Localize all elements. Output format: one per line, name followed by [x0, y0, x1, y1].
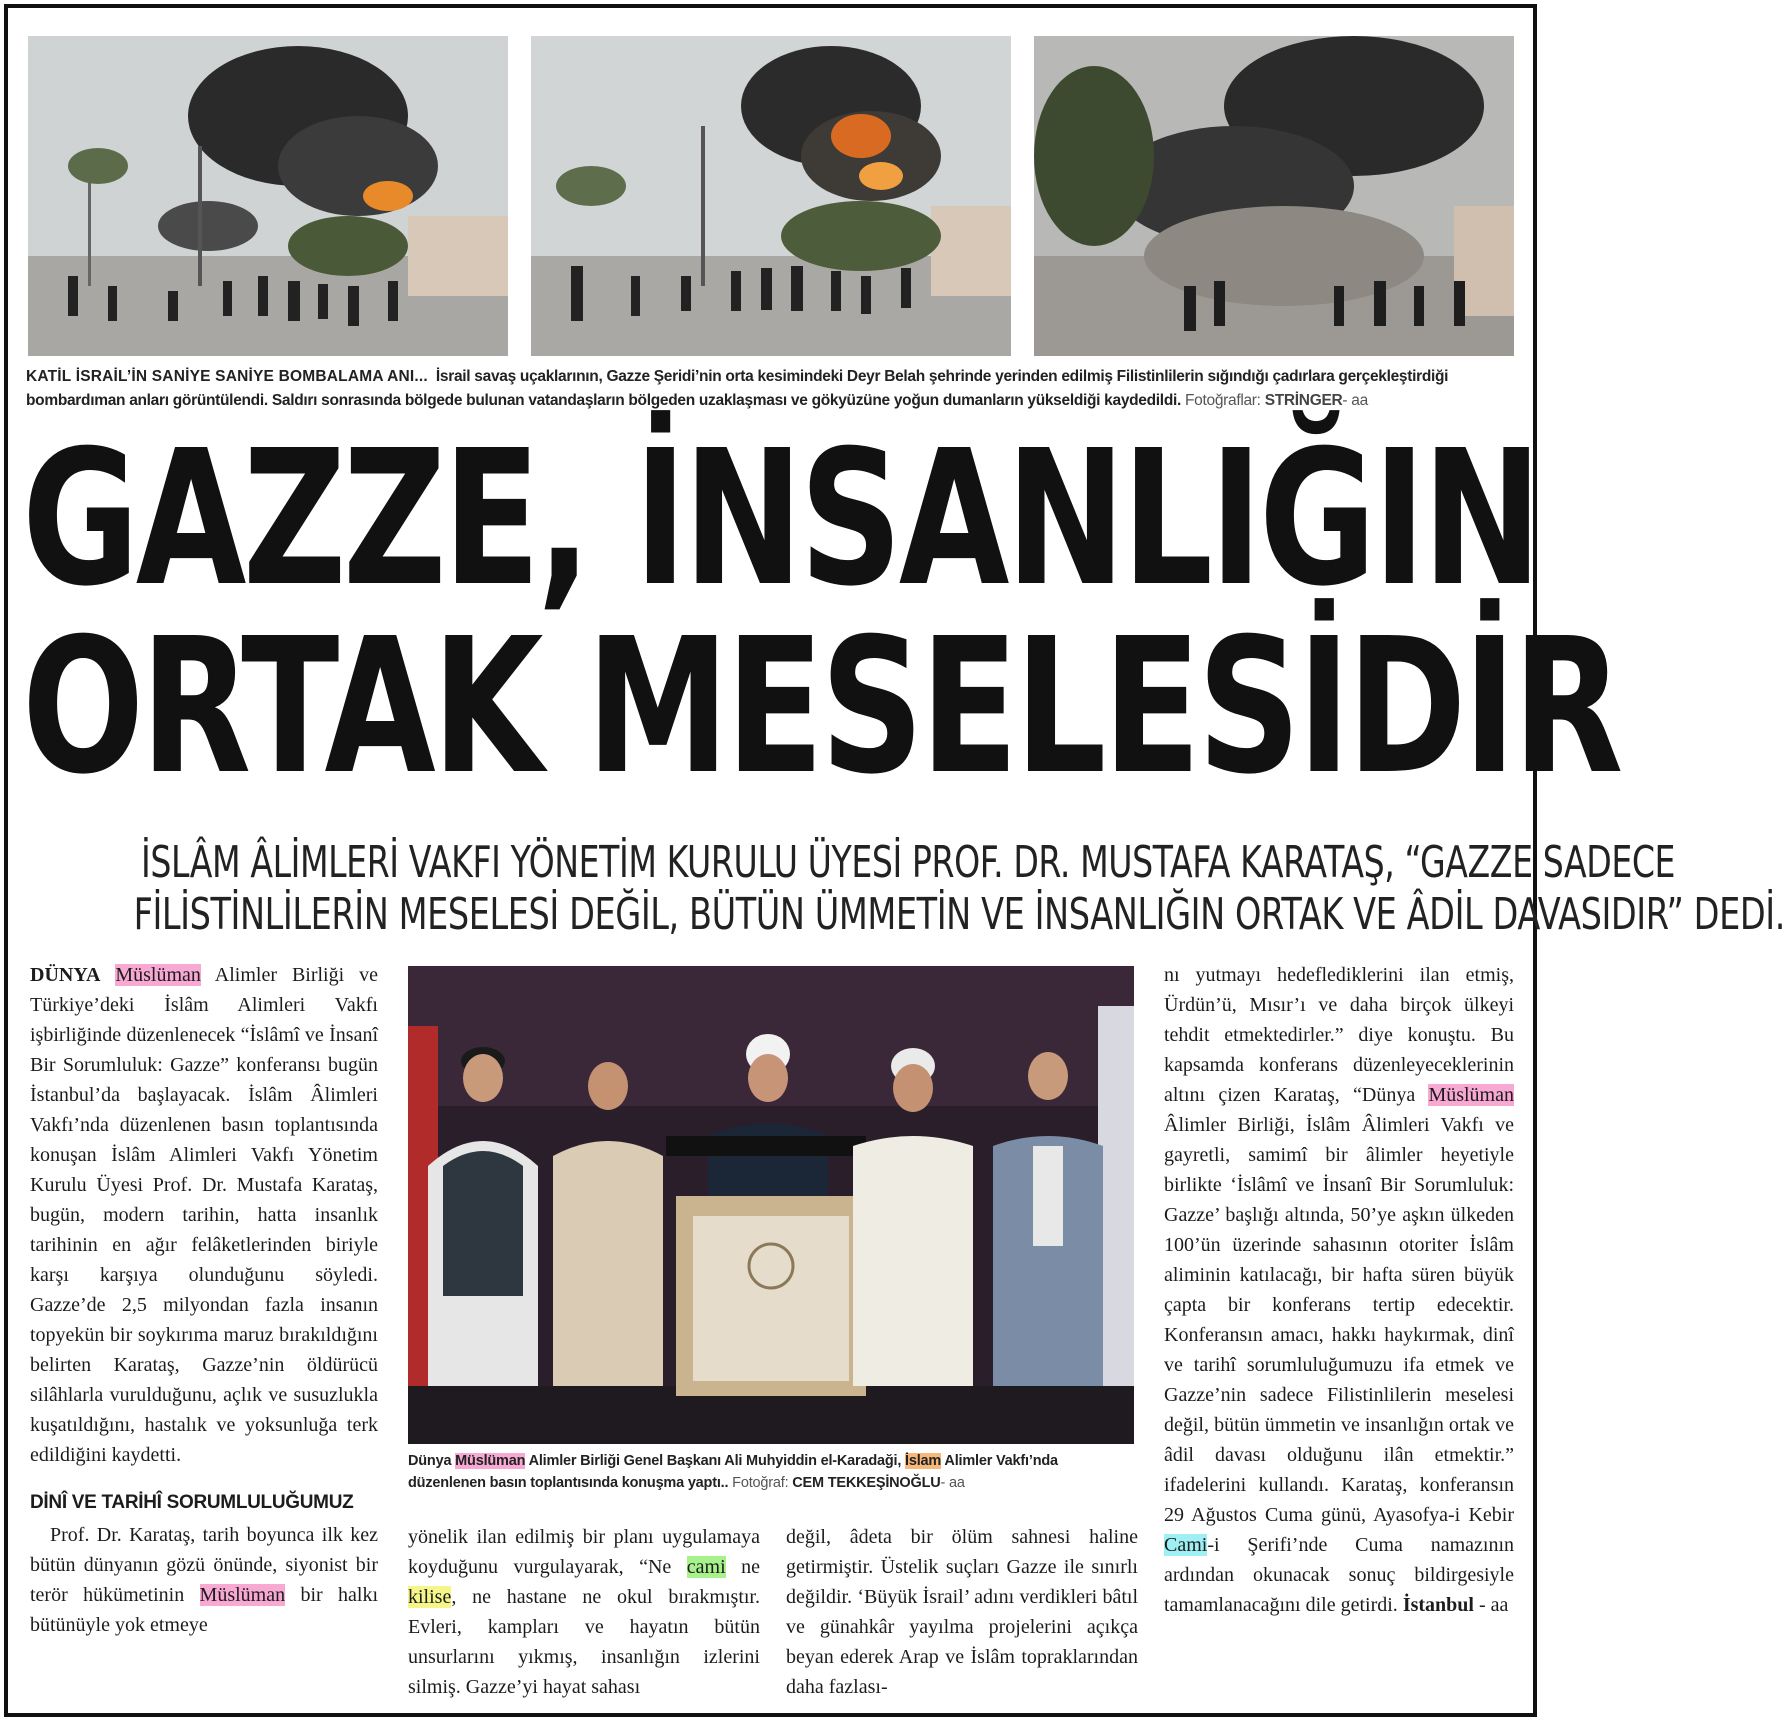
headline-line-1: GAZZE, İNSANLIĞIN: [22, 410, 1539, 628]
article-column-2: [408, 1522, 760, 1702]
col1-paragraph-2-text-a: Prof. Dr. Karataş, tarih boyunca ilk kez bütün dünyanın gözü önünde, siyonist bir terör hükümetinin: [30, 1524, 378, 1606]
bombing-photo-3: [1034, 36, 1514, 356]
col4-text-c: -i Şerifi’nde Cuma namazının ardından okunacak sonuç bildirgesiyle tamamlanacağını dile getirdi.: [1164, 1534, 1514, 1616]
article-column-4: [1164, 960, 1514, 1620]
mid-caption-credit-name: CEM TEKKEŞİNOĞLU: [792, 1475, 941, 1491]
col4-paragraph: [1164, 960, 1514, 1620]
highlight-cami-2: Cami: [1164, 1534, 1208, 1556]
caption-credit-agency: - aa: [1342, 392, 1368, 409]
mid-caption-text-b: Alimler Birliği Genel Başkanı Ali Muhyiddin el-Karadaği,: [528, 1453, 902, 1469]
article-paragraph-1: [30, 960, 378, 1470]
caption-lead: KATİL İSRAİL’İN SANİYE SANİYE BOMBALAMA ANI...: [26, 368, 428, 385]
col4-text-b: Âlimler Birliği, İslâm Âlimleri Vakfı ve gayretli, samimî bir âlimler heyetiyle birlikte ‘İslâmî ve İnsanî Bir Sorumluluk: Gazze’ başlığı altında, 50’ye aşkın ülkeden 100’ün üzerinde sahasının otoriter İslâm aliminin katılacağı, bir hafta süren büyük çapta bir konferans tertip edecektir. Konferansın amacı, hakkı haykırmak, dinî ve tarihî sorumluluğumuzu ifa etmek ve Gazze’nin sadece Filistinlilerin meselesi değil, bütün ümmetin ve insanlığın ortak ve âdil davası olduğunu ilân etmektir.” ifadelerini kullandı. Karataş, konferansın 29 Ağustos Cuma günü, Ayasofya-i Kebir: [1164, 1114, 1514, 1526]
col4-text-a: nı yutmayı hedeflediklerini ilan etmiş, Ürdün’ü, Mısır’ı ve daha birçok ülkeyi tehdit etmektedirler.” diye konuştu. Bu kapsamda konferans düzenleyeceklerinin altını çizen Karataş, “Dünya: [1164, 964, 1514, 1106]
photo-caption-mid: [408, 1450, 1138, 1494]
highlight-cami: cami: [686, 1556, 726, 1578]
col2-text-b: ne: [741, 1556, 761, 1578]
headline-line-2: ORTAK MESELESİDİR: [22, 598, 1620, 816]
col4-highlight-muslim: Müslüman: [1428, 1084, 1514, 1106]
mid-caption-text-c: Alimler Vakfı’nda düzenlenen basın toplantısında konuşma yaptı..: [408, 1453, 1058, 1491]
caption-body: İsrail savaş uçaklarının, Gazze Şeridi’nin orta kesimindeki Deyr Belah şehrinde yerinden edilmiş Filistinlilerin sığındığı çadırlara gerçekleştirdiği bombardıman anları görüntülendi. Saldırı sonrasında bölgede bulunan vatandaşların bölgeden uzaklaşması ve gökyüzüne yoğun dumanların yükseldiği kaydedildi.: [26, 368, 1449, 409]
mid-caption-text-a: Dünya: [408, 1453, 452, 1469]
article-dateline: DÜNYA: [30, 964, 101, 986]
press-conference-photo: [408, 966, 1134, 1444]
bombing-photo-2: [531, 36, 1011, 356]
col1-paragraph-1-text: Alimler Birliği ve Türkiye’deki İslâm Alimleri Vakfı işbirliğinde düzenlenecek “İslâmî ve İnsanî Bir Sorumluluk: Gazze” konferansı bugün İstanbul’da başlayacak. İslâm Âlimleri Vakfı’nda düzenlenen basın toplantısında konuşan İslâm Alimleri Vakfı Yönetim Kurulu Üyesi Prof. Dr. Mustafa Karataş, bugün, modern tarihin, hatta insanlık tarihinin en ağır felâketlerinden biriyle karşı karşıya olunduğunu söyledi. Gazze’de 2,5 milyondan fazla insanın topyekün bir soykırıma maruz bırakıldığını belirten Karataş, Gazze’nin öldürücü silâhlarla vurulduğunu, açlık ve susuzlukla kuşatıldığını, hastalık ve yoksunluğa terk edildiğini kaydetti.: [30, 964, 379, 1466]
article-column-1: [30, 960, 378, 1640]
spot-line-1: İSLÂM ÂLİMLERİ VAKFI YÖNETİM KURULU ÜYESİ PROF. DR. MUSTAFA KARATAŞ, “GAZZE SADECE: [141, 837, 1676, 888]
highlight-muslim-b: man: [250, 1584, 286, 1606]
article-column-3: [786, 1522, 1138, 1702]
mid-highlight-muslim: Müslüman: [455, 1453, 526, 1469]
mid-caption-credit-label: Fotoğraf:: [732, 1475, 789, 1491]
highlight-kilise: kilise: [408, 1586, 452, 1608]
bombing-photo-1: [28, 36, 508, 356]
subheading: DİNÎ VE TARİHÎ SORUMLULUĞUMUZ: [30, 1492, 354, 1513]
col1-paragraph-2-text-b: bir halkı bütünüyle yok etmeye: [30, 1584, 378, 1636]
highlight-muslim: Müslüman: [115, 964, 201, 986]
photo-caption-top: [26, 365, 1516, 413]
caption-credit-label: Fotoğraflar:: [1185, 392, 1261, 409]
col2-text-c: , ne hastane ne okul bırakmıştır. Evleri, kampları ve hayatın bütün unsurlarını yıkmış, insanlığın izlerini silmiş. Gazze’yi hayat sahası: [408, 1586, 760, 1698]
caption-credit-name: STRİNGER: [1264, 392, 1343, 409]
col3-paragraph: değil, âdeta bir ölüm sahnesi haline getirmiştir. Üstelik suçları Gazze ile sınırlı değildir. ‘Büyük İsrail’ adını verdikleri bâtıl ve günahkâr yayılma projelerini açıkça beyan ederek Arap ve İslâm topraklarından daha fazlası-: [786, 1526, 1138, 1698]
col2-text-a: yönelik ilan edilmiş bir planı uygulamaya koyduğunu vurgulayarak, “Ne: [408, 1526, 760, 1578]
article-paragraph-2: [30, 1520, 378, 1640]
mid-highlight-islam: İslam: [905, 1453, 942, 1469]
article-end-place: İstanbul: [1402, 1594, 1474, 1616]
col2-paragraph: [408, 1522, 760, 1702]
article-end-agency: - aa: [1478, 1594, 1509, 1616]
mid-caption-credit-agency: - aa: [940, 1475, 965, 1491]
spot-line-2: FİLİSTİNLİLERİN MESELESİ DEĞİL, BÜTÜN ÜMMETİN VE İNSANLIĞIN ORTAK VE ÂDİL DAVASIDIR” DEDİ.: [133, 889, 1785, 940]
highlight-muslim-a: Müslü: [199, 1584, 251, 1606]
